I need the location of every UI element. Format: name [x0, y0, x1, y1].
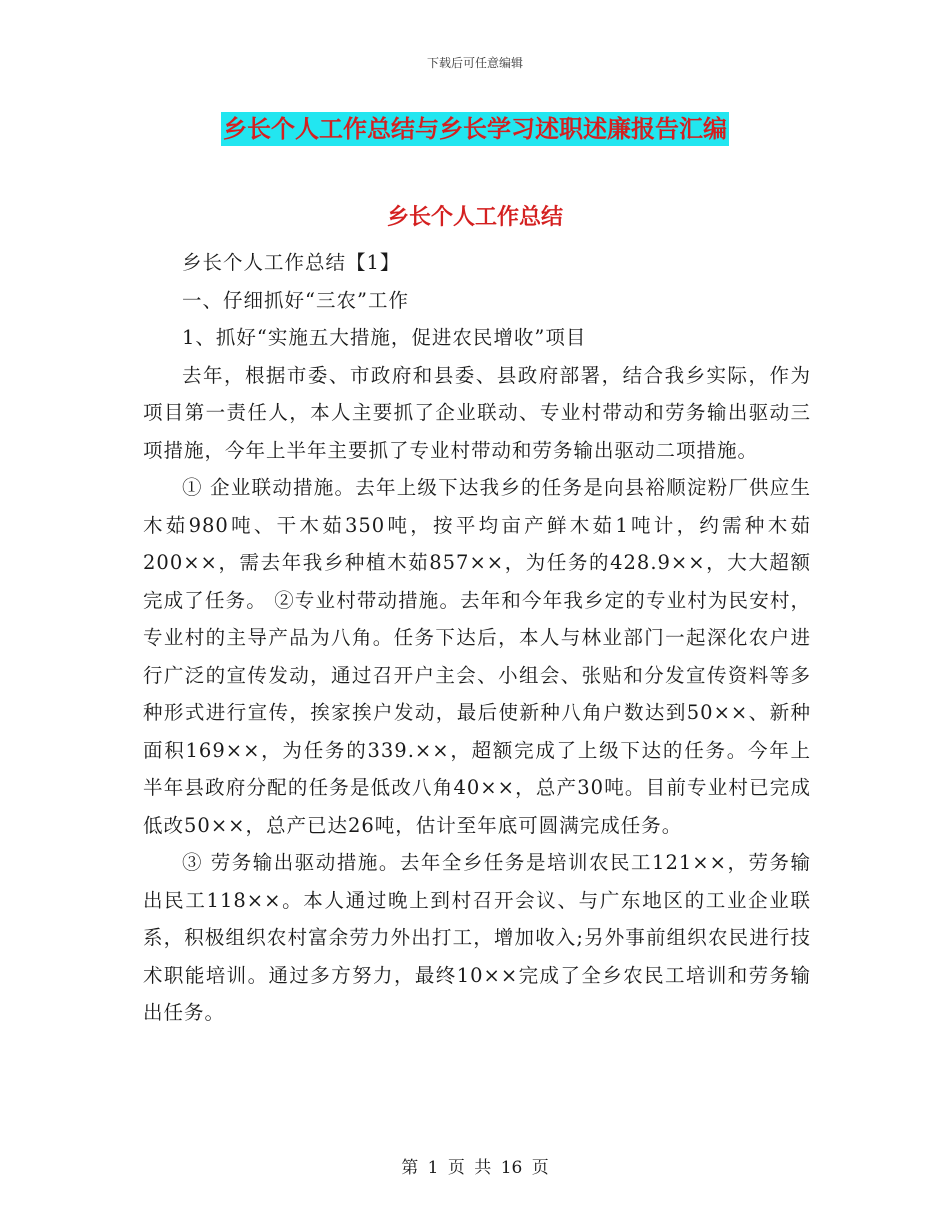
document-main-title: 乡长个人工作总结与乡长学习述职述廉报告汇编	[221, 112, 729, 146]
page-header-note: 下载后可任意编辑	[426, 56, 523, 70]
document-body	[143, 244, 811, 1032]
paragraph-body: ③ 劳务输出驱动措施。去年全乡任务是培训农民工121××，劳务输出民工118××。本人通过晚上到村召开会议、与广东地区的工业企业联系，积极组织农村富余劳力外出打工，增加收入;另外事前组织农民进行技术职能培训。通过多方努力，最终10××完成了全乡农民工培训和劳务输出任务。	[143, 851, 811, 1024]
section-title: 乡长个人工作总结	[386, 205, 563, 230]
paragraph-heading-2: 1、抓好“实施五大措施，促进农民增收”项目	[182, 326, 587, 349]
paragraph-subtitle: 乡长个人工作总结【1】	[182, 251, 401, 274]
page-number-footer: 第 1 页 共 16 页	[401, 1158, 549, 1178]
paragraph-heading-1: 一、仔细抓好“三农”工作	[182, 288, 409, 312]
paragraph-body: 去年，根据市委、市政府和县委、县政府部署，结合我乡实际，作为项目第一责任人，本人主要抓了企业联动、专业村带动和劳务输出驱动三项措施，今年上半年主要抓了专业村带动和劳务输出驱动二项措施。	[143, 363, 811, 462]
paragraph-body: ① 企业联动措施。去年上级下达我乡的任务是向县裕顺淀粉厂供应生木茹980吨、干木茹350吨，按平均亩产鲜木茹1吨计，约需种木茹200××，需去年我乡种植木茹857××，为任务的428.9××，大大超额完成了任务。 ②专业村带动措施。去年和今年我乡定的专业村为民安村，专业村的主导产品为八角。任务下达后，本人与林业部门一起深化农户进行广泛的宣传发动，通过召开户主会、小组会、张贴和分发宣传资料等多种形式进行宣传，挨家挨户发动，最后使新种八角户数达到50××、新种面积169××，为任务的339.××，超额完成了上级下达的任务。今年上半年县政府分配的任务是低改八角40××，总产30吨。目前专业村已完成低改50××，总产已达26吨，估计至年底可圆满完成任务。	[143, 476, 811, 837]
